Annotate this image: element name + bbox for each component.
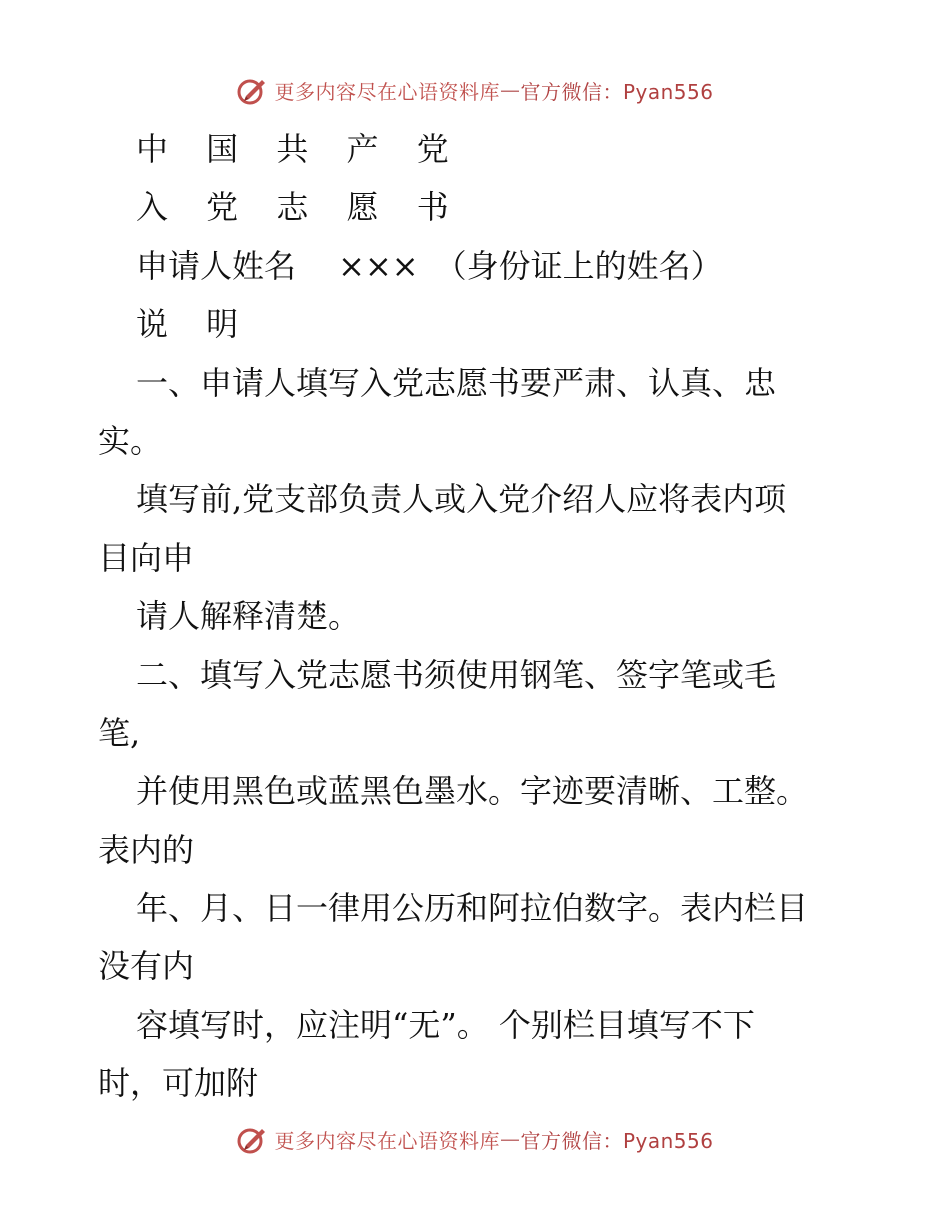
doc-line: 年、月、日一律用公历和阿拉伯数字。表内栏目 — [136, 889, 809, 928]
banner-text: 更多内容尽在心语资料库 — [274, 1128, 500, 1153]
doc-line: 一、申请人填写入党志愿书要严肃、认真、忠 — [136, 363, 777, 402]
doc-line: 实。 — [98, 421, 163, 460]
doc-line: 时，可加附 — [98, 1064, 259, 1103]
doc-line: 入 党 志 愿 书 — [136, 188, 463, 227]
doc-line: 请人解释清楚。 — [136, 597, 361, 636]
document-body — [98, 120, 858, 1113]
pen-logo-icon — [236, 74, 268, 106]
banner-wechat: 官方微信：Pyan556 — [520, 1128, 714, 1153]
doc-line: 笔, — [98, 713, 141, 752]
doc-line: 填写前,党支部负责人或入党介绍人应将表内项 — [136, 480, 787, 519]
header-banner — [0, 70, 950, 110]
doc-line: 说 明 — [136, 305, 253, 344]
banner-separator: — — [499, 78, 521, 102]
doc-line: 申请人姓名 ××× （身份证上的姓名） — [136, 246, 723, 285]
footer-banner — [0, 1119, 950, 1159]
doc-line: 容填写时，应注明“无”。 个别栏目填写不下 — [136, 1005, 755, 1044]
pen-logo-icon — [236, 1123, 268, 1155]
doc-line: 没有内 — [98, 947, 195, 986]
banner-separator: — — [499, 1127, 521, 1151]
doc-line: 中 国 共 产 党 — [136, 130, 463, 168]
doc-line: 目向申 — [98, 538, 195, 577]
doc-line: 表内的 — [98, 830, 195, 869]
doc-line: 并使用黑色或蓝黑色墨水。字迹要清晰、工整。 — [136, 772, 809, 811]
banner-text: 更多内容尽在心语资料库 — [274, 79, 500, 104]
doc-line: 二、填写入党志愿书须使用钢笔、签字笔或毛 — [136, 655, 777, 694]
banner-wechat: 官方微信：Pyan556 — [520, 79, 714, 104]
